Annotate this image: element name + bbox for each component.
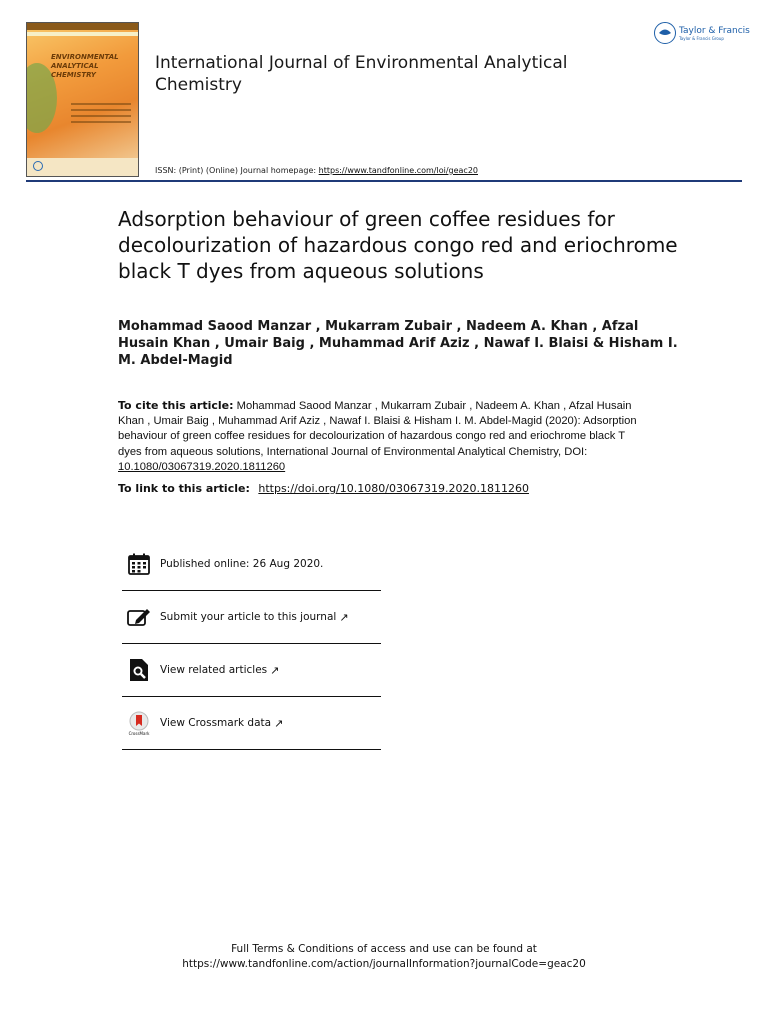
crossmark-badge: CrossMark bbox=[128, 730, 150, 736]
crossmark-link[interactable]: View Crossmark data bbox=[160, 717, 272, 729]
journal-cover-image bbox=[26, 22, 139, 177]
cover-title: ENVIRONMENTAL ANALYTICAL CHEMISTRY bbox=[51, 53, 119, 79]
article-title: Adsorption behaviour of green coffee residues for decolourization of hazardous congo red and eriochrome black T dyes from aqueous solutions bbox=[118, 207, 678, 283]
citation-block bbox=[118, 398, 648, 475]
calendar-icon bbox=[126, 551, 152, 577]
submit-article-link[interactable]: Submit your article to this journal bbox=[160, 611, 337, 623]
tf-logo-icon bbox=[654, 22, 676, 44]
published-date: Published online: 26 Aug 2020. bbox=[160, 558, 324, 570]
terms-footer bbox=[0, 942, 768, 972]
journal-homepage-link[interactable]: https://www.tandfonline.com/loi/geac20 bbox=[318, 166, 478, 175]
header-divider bbox=[26, 180, 742, 182]
article-info-list bbox=[122, 538, 381, 750]
external-link-icon: ↗ bbox=[270, 663, 280, 677]
crossmark-row[interactable] bbox=[122, 697, 381, 750]
cite-label: To cite this article: bbox=[118, 399, 234, 412]
issn-label: ISSN: (Print) (Online) Journal homepage: bbox=[155, 166, 317, 175]
issn-line bbox=[155, 166, 478, 175]
published-row bbox=[122, 538, 381, 591]
doi-link[interactable]: 10.1080/03067319.2020.1811260 bbox=[118, 460, 286, 473]
edit-icon bbox=[126, 604, 152, 630]
publisher-logo[interactable] bbox=[654, 22, 750, 44]
terms-text: Full Terms & Conditions of access and use can be found at bbox=[231, 943, 537, 955]
publisher-subname: Taylor & Francis Group bbox=[679, 35, 724, 41]
external-link-icon: ↗ bbox=[339, 610, 349, 624]
article-link-line bbox=[118, 482, 529, 495]
related-articles-row[interactable] bbox=[122, 644, 381, 697]
publisher-name: Taylor & Francis bbox=[679, 25, 750, 36]
terms-url[interactable]: https://www.tandfonline.com/action/journalInformation?journalCode=geac20 bbox=[182, 958, 586, 970]
submit-article-row[interactable] bbox=[122, 591, 381, 644]
journal-title[interactable]: International Journal of Environmental Analytical Chemistry bbox=[155, 53, 568, 95]
crossmark-icon bbox=[126, 710, 152, 736]
link-label: To link to this article: bbox=[118, 482, 250, 495]
article-doi-url[interactable]: https://doi.org/10.1080/03067319.2020.1811260 bbox=[258, 482, 529, 495]
author-list: Mohammad Saood Manzar , Mukarram Zubair , Nadeem A. Khan , Afzal Husain Khan , Umair Baig , Muhammad Arif Aziz , Nawaf I. Blaisi & Hisham I. M. Abdel-Magid bbox=[118, 319, 678, 368]
related-articles-link[interactable]: View related articles bbox=[160, 664, 268, 676]
external-link-icon: ↗ bbox=[274, 716, 284, 730]
search-document-icon bbox=[126, 657, 152, 683]
cite-text: Mohammad Saood Manzar , Mukarram Zubair , Nadeem A. Khan , Afzal Husain Khan , Umair Baig , Muhammad Arif Aziz , Nawaf I. Blaisi & Hisham I. M. Abdel-Magid (2020): Adsorption behaviour of green coffee residues for decolourization of hazardous congo red and eriochrome black T dyes from aqueous solutions, International Journal of Environmental Analytical Chemistry, DOI: bbox=[118, 400, 637, 458]
